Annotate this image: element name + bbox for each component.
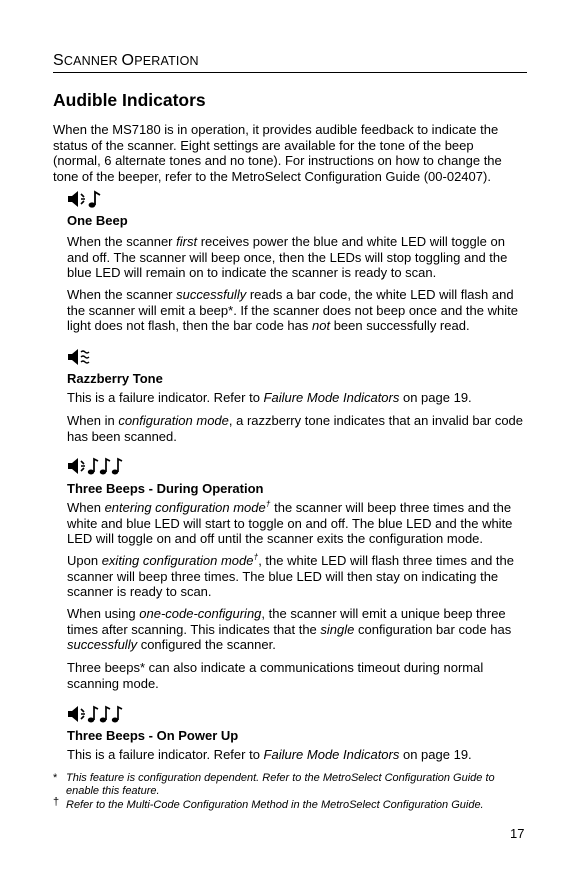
three-beeps-op-paragraph-3: When using one-code-configuring, the scanner will emit a unique beep three times after scanning. This indicates that the single configuration bar code has successfully configured the scanner. [67,606,512,652]
speaker-three-notes-icon [67,455,131,477]
razzberry-paragraph-1: This is a failure indicator. Refer to Failure Mode Indicators on page 19. [67,390,472,405]
header-initial: S [53,52,64,69]
header-word-rest: CANNER [63,54,122,68]
footnote-mark: * [53,772,58,784]
one-beep-paragraph-2: When the scanner successfully reads a bar code, the white LED will flash and the scanner will emit a beep*. If the scanner does not beep once and the white light does not flash, then the bar code has not been successfully read. [67,287,518,333]
intro-paragraph: When the MS7180 is in operation, it provides audible feedback to indicate the status of the scanner. Eight settings are available for the tone of the beep (normal, 6 alternate tones and no tone). For instructions on how to change the tone of the beeper, refer to the MetroSelect Configuration Guide (00-02407). [53,122,502,184]
page-title: Audible Indicators [53,90,206,110]
one-beep-paragraph-1: When the scanner first receives power the blue and white LED will toggle on and off. The scanner will beep once, then the LEDs will stop toggling and the blue LED will remain on to indicate the scanner is ready to scan. [67,234,508,280]
speaker-three-notes-icon [67,703,131,725]
footnote-text: Refer to the Multi-Code Configuration Method in the MetroSelect Configuration Guide. [66,799,484,811]
three-beeps-op-paragraph-1: When entering configuration mode† the scanner will beep three times and the white and blue LED will start to toggle on and off. The blue LED and the white LED will toggle on and off until the scanner exits the configuration mode. [67,498,513,546]
header-initial: O [121,52,135,69]
three-beeps-op-paragraph-4: Three beeps* can also indicate a communications timeout during normal scanning mode. [67,660,484,691]
footnote-dagger [53,796,523,813]
footnote-asterisk [53,772,523,798]
section-header [53,52,527,73]
footnote-mark: † [53,796,60,808]
three-beeps-power-paragraph-1: This is a failure indicator. Refer to Failure Mode Indicators on page 19. [67,747,472,762]
subheading-razzberry-tone: Razzberry Tone [67,371,163,386]
subheading-one-beep: One Beep [67,213,128,228]
header-word-rest: PERATION [134,54,199,68]
subheading-three-beeps-on-power-up: Three Beeps - On Power Up [67,728,239,743]
three-beeps-op-paragraph-2: Upon exiting configuration mode†, the white LED will flash three times and the scanner will beep three times. The blue LED will then stay on indicating the scanner is ready to scan. [67,551,514,599]
speaker-razzberry-icon [67,346,101,368]
footnote-text: This feature is configuration dependent. Refer to the MetroSelect Configuration Guide to enable this feature. [66,772,495,797]
razzberry-paragraph-2: When in configuration mode, a razzberry tone indicates that an invalid bar code has been scanned. [67,413,524,444]
subheading-three-beeps-during-operation: Three Beeps - During Operation [67,481,264,496]
page-number: 17 [510,826,525,841]
speaker-one-note-icon [67,188,111,210]
